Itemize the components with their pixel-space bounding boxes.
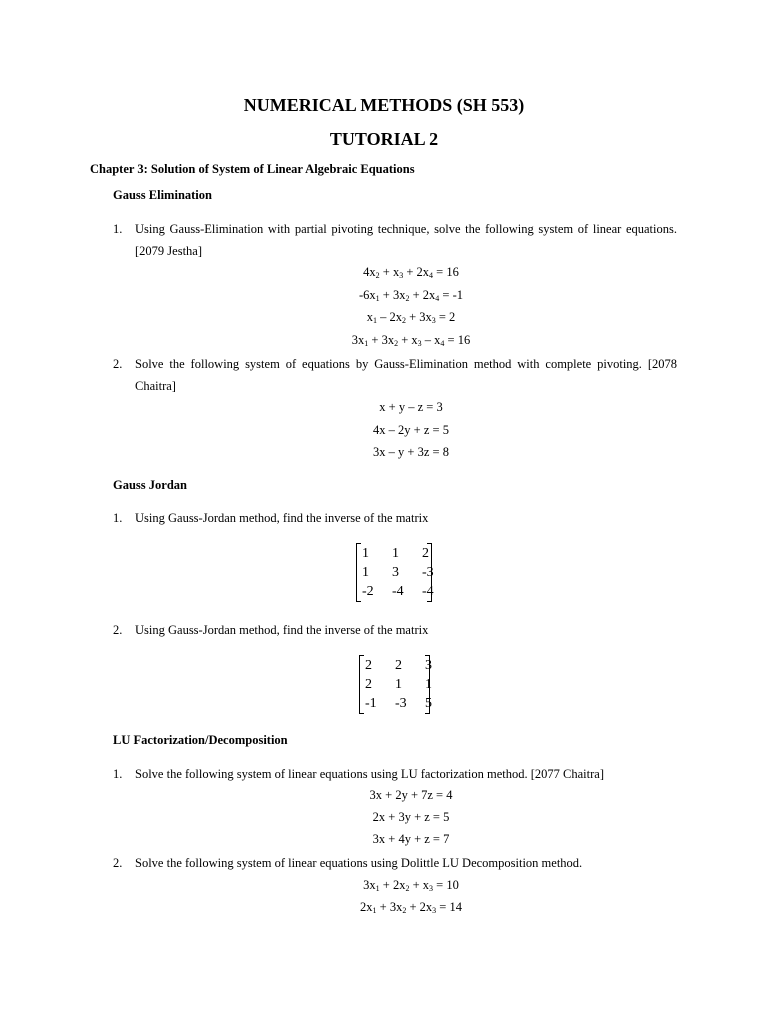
question-number: 1. [113,511,123,525]
matrix-cell: -4 [422,584,434,599]
matrix-cell: 2 [395,658,402,673]
matrix-cell: -3 [395,696,407,711]
equation: $3x_1 + 3x_2 + x_3 - x_4 = 16$ [351,333,471,348]
matrix-cell: 1 [362,565,369,580]
question-gauss-elimination-2 [113,353,677,397]
chapter-heading: Chapter 3: Solution of System of Linear Algebraic Equations [90,162,415,176]
section-heading-gauss-elimination: Gauss Elimination [113,188,212,202]
question-text: Using Gauss-Elimination with partial pivoting technique, solve the following system of linear equations. [2079 Jestha] [135,222,677,258]
equation: $3x_1 + 2x_2 + x_3 = 10$ [363,878,459,893]
matrix-cell: 1 [425,677,432,692]
question-lu-2 [113,852,677,874]
matrix-cell: 1 [395,677,402,692]
matrix-cell: -2 [362,584,374,599]
question-text: Solve the following system of linear equations using Dolittle LU Decomposition method. [135,856,583,870]
matrix-cell: 5 [425,696,432,711]
question-number: 1. [113,222,123,236]
matrix-bracket-left [359,655,364,714]
question-gauss-jordan-2 [113,619,677,641]
matrix-cell: 1 [362,546,369,561]
question-number: 1. [113,767,123,781]
matrix-cell: 3 [425,658,432,673]
equation: $2x_1 + 3x_2 + 2x_3 = 14$ [360,900,462,915]
matrix-cell: -1 [365,696,377,711]
matrix-bracket-left [356,543,361,602]
equation: $-6x_1 + 3x_2 + 2x_4 = -1$ [358,288,463,303]
equation: 2x + 3y + z = 5 [372,810,450,824]
matrix-cell: -4 [392,584,404,599]
question-gauss-elimination-1 [113,218,677,262]
equation: 3x + 2y + 7z = 4 [369,788,453,802]
matrix-bracket-right [427,543,432,602]
document-subtitle: TUTORIAL 2 [329,129,439,149]
question-text: Solve the following system of linear equations using LU factorization method. [2077 Chaitra] [135,767,604,781]
equation: 3x – y + 3z = 8 [373,445,449,459]
matrix-1 [362,544,452,601]
question-text: Solve the following system of equations by Gauss-Elimination method with complete pivoting. [2078 Chaitra] [135,357,677,393]
equation: 3x + 4y + z = 7 [372,832,450,846]
equation: x + y – z = 3 [379,400,443,414]
section-heading-gauss-jordan: Gauss Jordan [113,478,187,492]
matrix-cell: 2 [365,677,372,692]
question-gauss-jordan-1 [113,507,677,529]
section-heading-lu: LU Factorization/Decomposition [113,733,288,747]
matrix-bracket-right [425,655,430,714]
equation: $x_1 - 2x_2 + 3x_3 = 2$ [366,310,456,325]
question-lu-1 [113,763,677,785]
matrix-cell: 3 [392,565,399,580]
question-number: 2. [113,357,123,371]
matrix-cell: 2 [422,546,429,561]
question-number: 2. [113,623,123,637]
matrix-cell: 1 [392,546,399,561]
equation: $4x_2 + x_3 + 2x_4 = 16$ [363,265,459,280]
document-title: NUMERICAL METHODS (SH 553) [243,95,525,115]
question-number: 2. [113,856,123,870]
question-text: Using Gauss-Jordan method, find the inverse of the matrix [135,623,429,637]
question-text: Using Gauss-Jordan method, find the inverse of the matrix [135,511,429,525]
matrix-2 [365,656,455,713]
matrix-cell: -3 [422,565,434,580]
equation: 4x – 2y + z = 5 [373,423,449,437]
matrix-cell: 2 [365,658,372,673]
